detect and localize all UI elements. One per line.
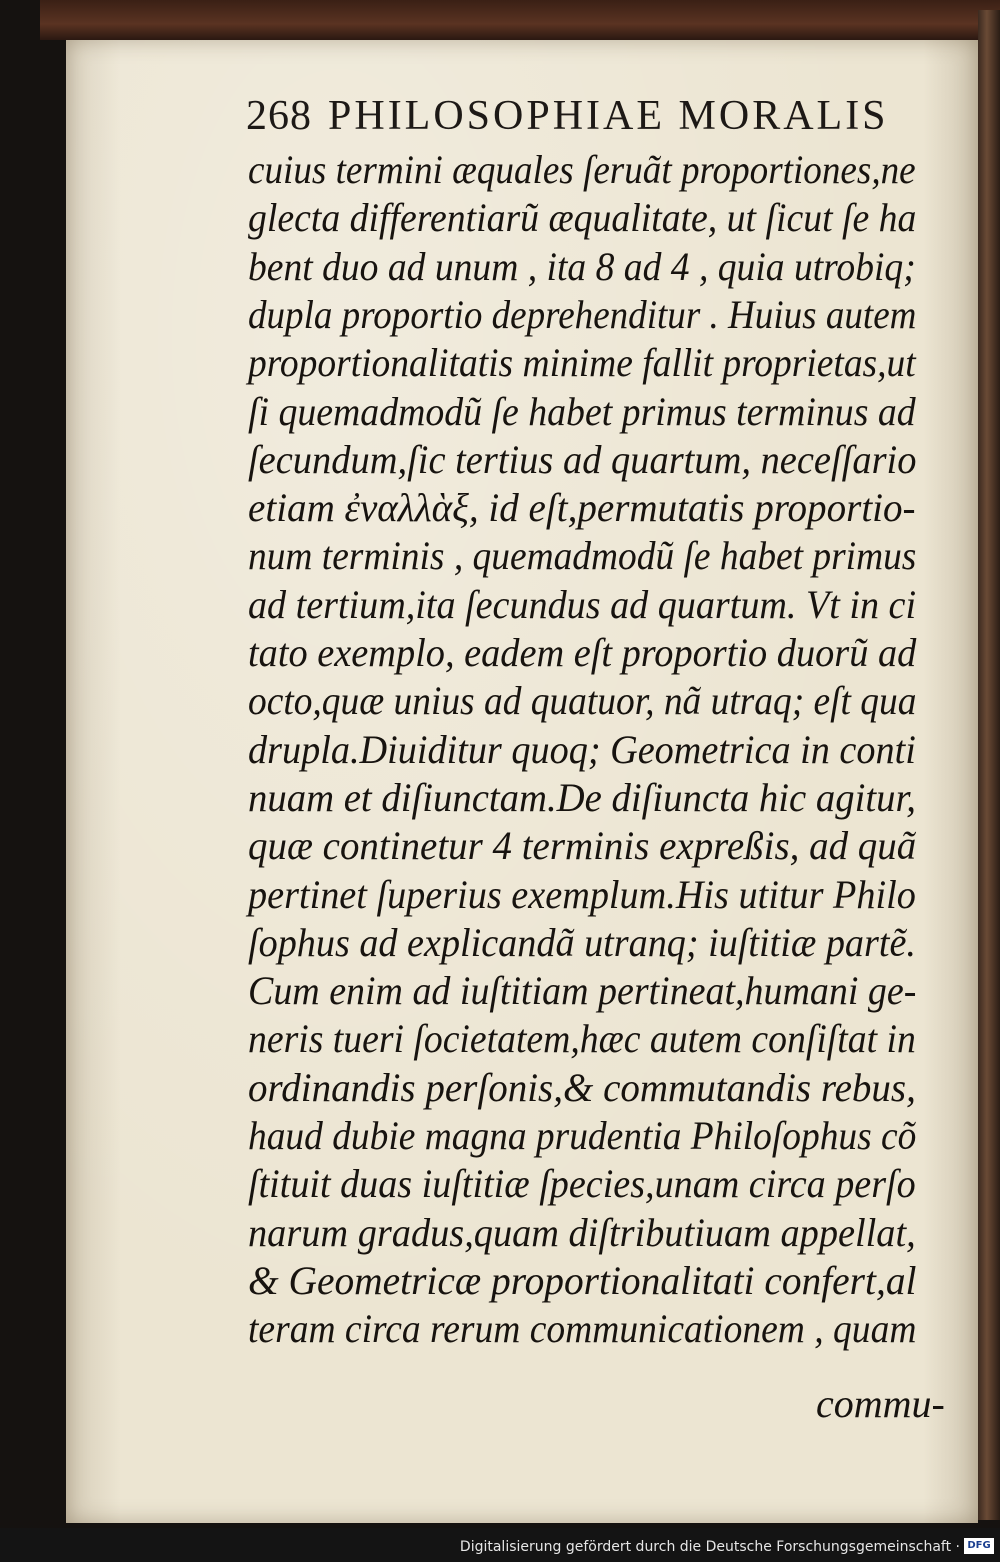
running-head — [246, 92, 906, 140]
text-line: narum gradus,quam diſtributiuam appellat, — [248, 1209, 916, 1255]
book-binding-top — [40, 0, 1000, 40]
text-line: cuius termini æquales ſeruãt proportiones,ne — [248, 147, 916, 192]
text-line: proportionalitatis minime fallit proprietas,ut — [248, 340, 916, 386]
text-line: ſophus ad explicandã utranq; iuſtitiæ partẽ. — [248, 919, 916, 965]
dfg-logo-icon: DFG — [964, 1538, 994, 1554]
text-line: tato exemplo, eadem eſt proportio duorũ ad — [248, 630, 917, 675]
text-line: teram circa rerum communicationem , quam — [248, 1306, 917, 1352]
text-line: quæ continetur 4 terminis expreßis, ad quã — [248, 823, 917, 869]
text-line: ordinandis perſonis,& commutandis rebus, — [248, 1064, 916, 1110]
text-line: ſecundum,ſic tertius ad quartum, neceſſario — [248, 436, 917, 482]
page-number: 268 — [246, 93, 312, 139]
catchword: commu- — [816, 1381, 945, 1426]
text-line: glecta differentiarũ æqualitate, ut ſicut ſe ha — [248, 195, 917, 241]
text-line: dupla proportio deprehenditur . Huius autem — [248, 291, 917, 337]
text-line: ad tertium,ita ſecundus ad quartum. Vt in ci — [248, 581, 917, 627]
text-line: Cum enim ad iuſtitiam pertineat,humani ge- — [248, 968, 917, 1014]
text-line: haud dubie magna prudentia Philoſophus cõ — [248, 1113, 917, 1158]
text-line: etiam ἐναλλὰξ, id eſt,permutatis proportio- — [248, 485, 916, 531]
footer-bar — [0, 1528, 1000, 1562]
text-line: num terminis , quemadmodũ ſe habet primus — [248, 533, 917, 579]
text-line: & Geometricæ proportionalitati confert,al — [248, 1257, 917, 1303]
text-line: pertinet ſuperius exemplum.His utitur Philo — [248, 871, 916, 917]
text-line: bent duo ad unum , ita 8 ad 4 , quia utrobiq; — [248, 243, 916, 289]
funding-note: Digitalisierung gefördert durch die Deutsche Forschungsgemeinschaft · — [459, 1539, 960, 1555]
text-line: ſtituit duas iuſtitiæ ſpecies,unam circa perſo — [248, 1161, 916, 1207]
text-line: nuam et diſiunctam.De diſiuncta hic agitur, — [248, 774, 916, 820]
text-line: neris tueri ſocietatem,hæc autem conſiſtat in — [248, 1016, 916, 1062]
text-line: drupla.Diuiditur quoq; Geometrica in conti — [248, 726, 916, 772]
text-line: ſi quemadmodũ ſe habet primus terminus ad — [248, 388, 916, 434]
text-line: octo,quæ unius ad quatuor, nã utraq; eſt qua — [248, 678, 917, 724]
running-title: PHILOSOPHIAE MORALIS — [328, 93, 889, 139]
book-binding-edge — [978, 10, 1000, 1520]
